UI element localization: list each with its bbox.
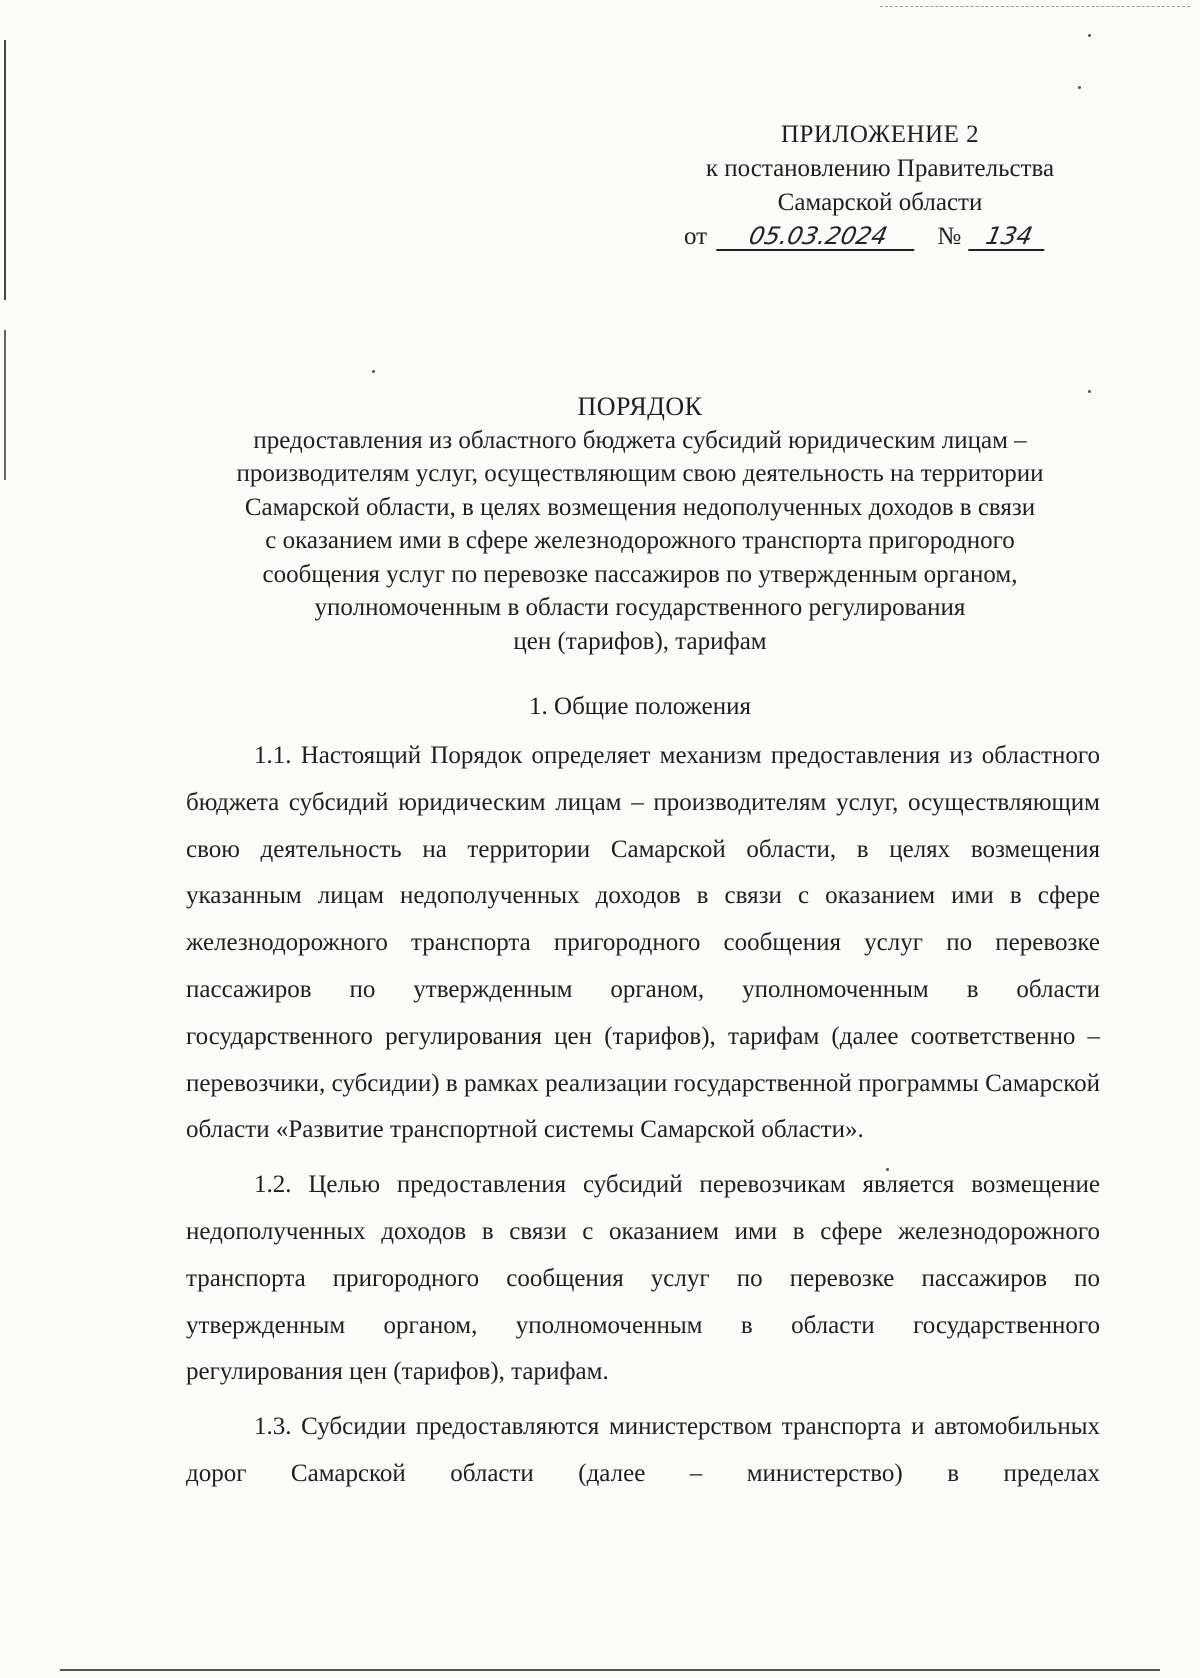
date-prefix: от [684,223,708,250]
paragraph-1-2: 1.2. Целью предоставления субсидий перевозчикам является возмещение недополученных доходов в связи с оказанием ими в сфере железнодорожного транспорта пригородного сообщения услуг по перевозке пассажиров по утвержденным органом, уполномоченным в области государственного регулирования цен (тарифов), тарифам. [186,1171,1100,1386]
scan-edge-line [4,330,6,480]
title-line: сообщения услуг по перевозке пассажиров по утвержденным органом, [262,560,1018,588]
scan-edge-line [4,40,6,300]
handwritten-date: 05.03.2024 [716,223,920,251]
appendix-line-2: Самарской области [777,189,983,216]
scan-bottom-line [60,1669,1160,1671]
paragraph-1-3: 1.3. Субсидии предоставляются министерством транспорта и автомобильных дорог Самарской области (далее – министерство) в пределах [186,1413,1100,1487]
title-line: цен (тарифов), тарифам [513,627,767,655]
title-line: Самарской области, в целях возмещения недополученных доходов в связи [244,493,1036,521]
title-line: производителям услуг, осуществляющим свою деятельность на территории [236,460,1044,487]
appendix-line-1: к постановлению Правительства [705,155,1055,182]
document-title: ПОРЯДОК [577,392,703,421]
appendix-header [660,118,1100,254]
handwritten-number: 134 [968,223,1050,251]
paragraph-1-1: 1.1. Настоящий Порядок определяет механизм предоставления из областного бюджета субсидий юридическим лицам – производителям услуг, осуществляющим свою деятельность на территории Самарской области, в целях возмещения указанным лицам недополученных доходов в связи с оказанием ими в сфере железнодорожного транспорта пригородного сообщения услуг по перевозке пассажиров по утвержденным органом, уполномоченным в области государственного регулирования цен (тарифов), тарифам (далее соответственно – перевозчики, субсидии) в рамках реализации государственной программы Самарской области «Развитие транспортной системы Самарской области». [186,742,1100,1144]
body-text [186,733,1100,1498]
scan-speck [1088,34,1091,37]
scan-speck [372,370,375,373]
title-line: уполномоченным в области государственного регулирования [314,594,966,621]
title-line: предоставления из областного бюджета субсидий юридическим лицам – [253,426,1027,454]
number-prefix: № [937,223,962,250]
document-title-block [180,390,1100,658]
date-number-line [660,220,1100,254]
appendix-title: ПРИЛОЖЕНИЕ 2 [780,121,980,148]
section-heading: 1. Общие положения [529,693,751,720]
scan-top-dash [880,6,1190,8]
scan-speck [1078,86,1081,89]
title-line: с оказанием ими в сфере железнодорожного транспорта пригородного [265,527,1015,554]
